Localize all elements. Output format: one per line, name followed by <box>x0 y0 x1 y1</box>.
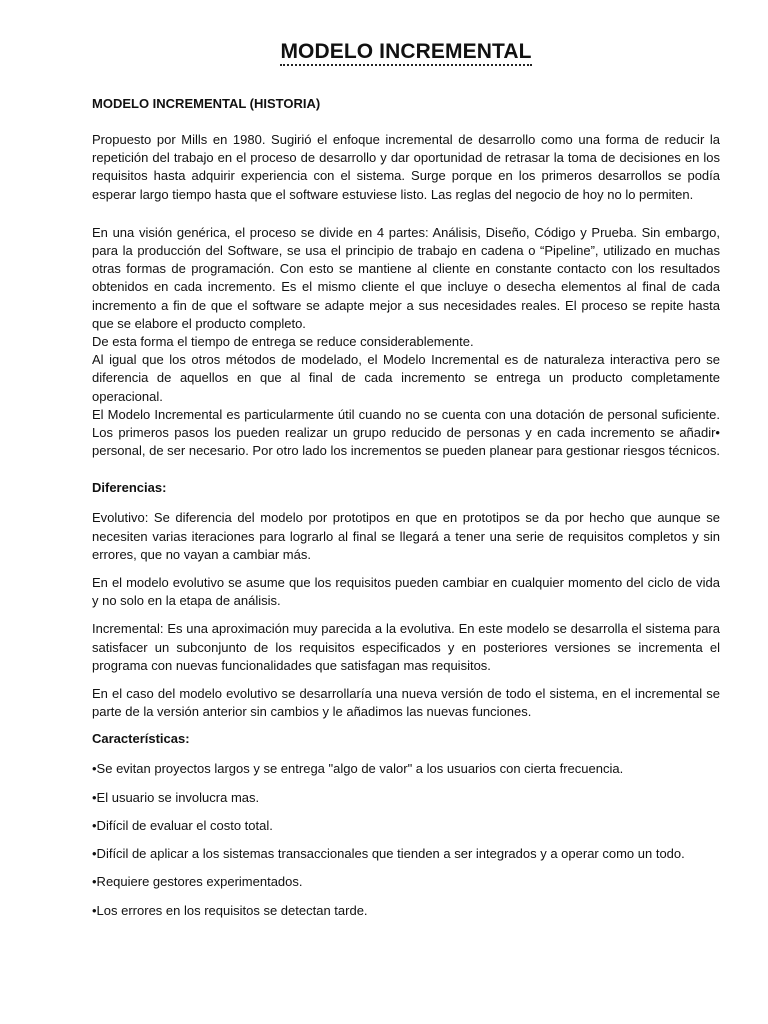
paragraph-diferencias-4: En el caso del modelo evolutivo se desarrollaría una nueva versión de todo el sistema, en el incremental se parte de la versión anterior sin cambios y le añadimos las nuevas funciones. <box>92 686 720 720</box>
paragraph-historia-5: El Modelo Incremental es particularmente útil cuando no se cuenta con una dotación de personal suficiente. Los primeros pasos los pueden realizar un grupo reducido de personas y en cada incremento se añadir• personal, de ser necesario. Por otro lado los incrementos se pueden planear para gestionar riesgos técnicos. <box>92 406 720 459</box>
list-item: •Requiere gestores experimentados. <box>92 874 303 890</box>
page-title <box>92 40 720 64</box>
list-item: •Difícil de evaluar el costo total. <box>92 817 273 833</box>
paragraph-historia-1: Propuesto por Mills en 1980. Sugirió el enfoque incremental de desarrollo como una forma de reducir la repetición del trabajo en el proceso de desarrollo y dar oportunidad de retrasar la toma de decisiones en los requisitos hasta adquirir experiencia con el sistema. Surge porque en los primeros desarrollos se podía esperar largo tiempo hasta que el software estuviese listo. Las reglas del negocio de hoy no lo permiten. <box>92 132 720 202</box>
page-title-text: MODELO INCREMENTAL <box>280 40 531 66</box>
paragraph-historia-3: De esta forma el tiempo de entrega se reduce considerablemente. <box>92 334 474 350</box>
section-title-caracteristicas: Características: <box>92 731 190 747</box>
paragraph-historia-4: Al igual que los otros métodos de modelado, el Modelo Incremental es de naturaleza interactiva pero se diferencia de aquellos en que al final de cada incremento se entrega un producto completamente operacional. <box>92 352 720 404</box>
section-title-diferencias: Diferencias: <box>92 480 167 496</box>
paragraph-historia-2: En una visión genérica, el proceso se divide en 4 partes: Análisis, Diseño, Código y Prueba. Sin embargo, para la producción del Software, se usa el principio de trabajo en cadena o “Pipeline”, utilizado en muchas otras formas de programación. Con esto se mantiene al cliente en constante contacto con los resultados obtenidos en cada incremento. Es el mismo cliente el que incluye o desecha elementos al final de cada incremento a fin de que el software se adapte mejor a sus necesidades reales. El proceso se repite hasta que se elabore el producto completo. <box>92 224 720 331</box>
paragraph-diferencias-1: Evolutivo: Se diferencia del modelo por prototipos en que en prototipos se da por hecho que aunque se necesiten varias iteraciones para lograrlo al final se llegará a tener una serie de requisitos completos y sin errores, que no vayan a cambiar más. <box>92 510 720 562</box>
paragraph-diferencias-3: Incremental: Es una aproximación muy parecida a la evolutiva. En este modelo se desarrolla el sistema para satisfacer un subconjunto de los requisitos especificados y en posteriores versiones se incrementa el programa con nuevas funcionalidades que satisfagan mas requisitos. <box>92 621 720 673</box>
section-title-historia: MODELO INCREMENTAL (HISTORIA) <box>92 96 321 111</box>
paragraph-diferencias-2: En el modelo evolutivo se asume que los requisitos pueden cambiar en cualquier momento del ciclo de vida y no solo en la etapa de análisis. <box>92 575 720 609</box>
list-item: •Los errores en los requisitos se detectan tarde. <box>92 902 368 918</box>
list-item: •El usuario se involucra mas. <box>92 789 260 805</box>
list-item: •Se evitan proyectos largos y se entrega "algo de valor" a los usuarios con cierta frecuencia. <box>92 761 624 777</box>
list-item: •Difícil de aplicar a los sistemas transaccionales que tienden a ser integrados y a operar como un todo. <box>92 846 685 862</box>
